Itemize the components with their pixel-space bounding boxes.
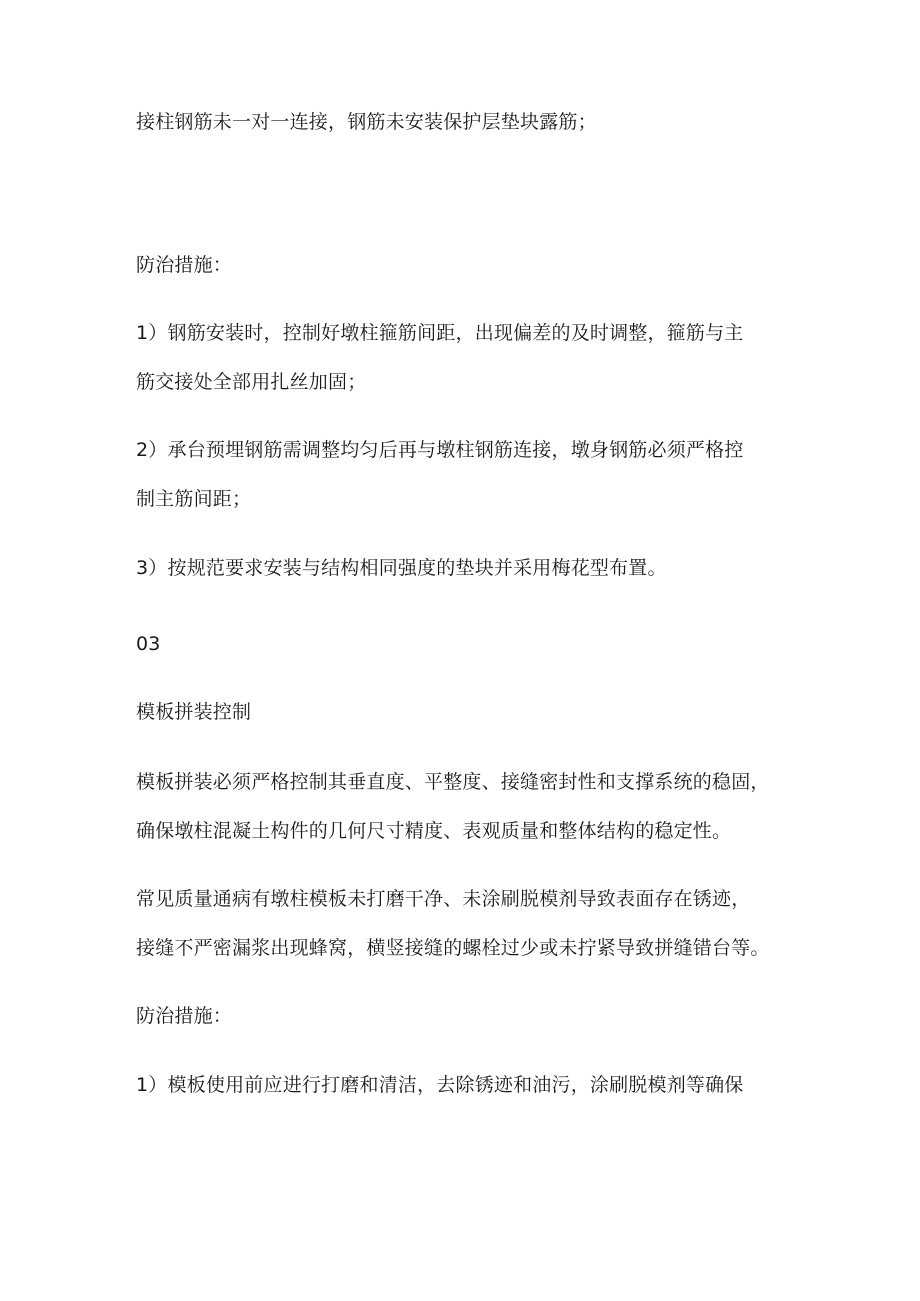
paragraph-2-line-2: 接缝不严密漏浆出现蜂窝，横竖接缝的螺栓过少或未拧紧导致拼缝错台等。 (136, 937, 770, 959)
section-label-prevention: 防治措施： (136, 254, 233, 276)
section-label-prevention-2: 防治措施： (136, 1005, 233, 1027)
section-heading: 模板拼装控制 (136, 701, 252, 723)
list-item-2-line-1: 2）承台预埋钢筋需调整均匀后再与墩柱钢筋连接，墩身钢筋必须严格控 (136, 439, 744, 461)
section-number: 03 (136, 633, 161, 655)
paragraph-line: 接柱钢筋未一对一连接，钢筋未安装保护层垫块露筋； (136, 111, 597, 133)
list-item-1-line-2: 筋交接处全部用扎丝加固； (136, 371, 367, 393)
paragraph-2-line-1: 常见质量通病有墩柱模板未打磨干净、未涂刷脱模剂导致表面存在锈迹， (136, 888, 751, 910)
list-item-4-line-1: 1）模板使用前应进行打磨和清洁，去除锈迹和油污，涂刷脱模剂等确保 (136, 1074, 744, 1096)
list-item-2-line-2: 制主筋间距； (136, 488, 252, 510)
paragraph-1-line-2: 确保墩柱混凝土构件的几何尺寸精度、表观质量和整体结构的稳定性。 (136, 820, 732, 842)
list-item-3: 3）按规范要求安装与结构相同强度的垫块并采用梅花型布置。 (136, 557, 667, 579)
list-item-1-line-1: 1）钢筋安装时，控制好墩柱箍筋间距，出现偏差的及时调整，箍筋与主 (136, 322, 744, 344)
paragraph-1-line-1: 模板拼装必须严格控制其垂直度、平整度、接缝密封性和支撑系统的稳固， (136, 771, 770, 793)
